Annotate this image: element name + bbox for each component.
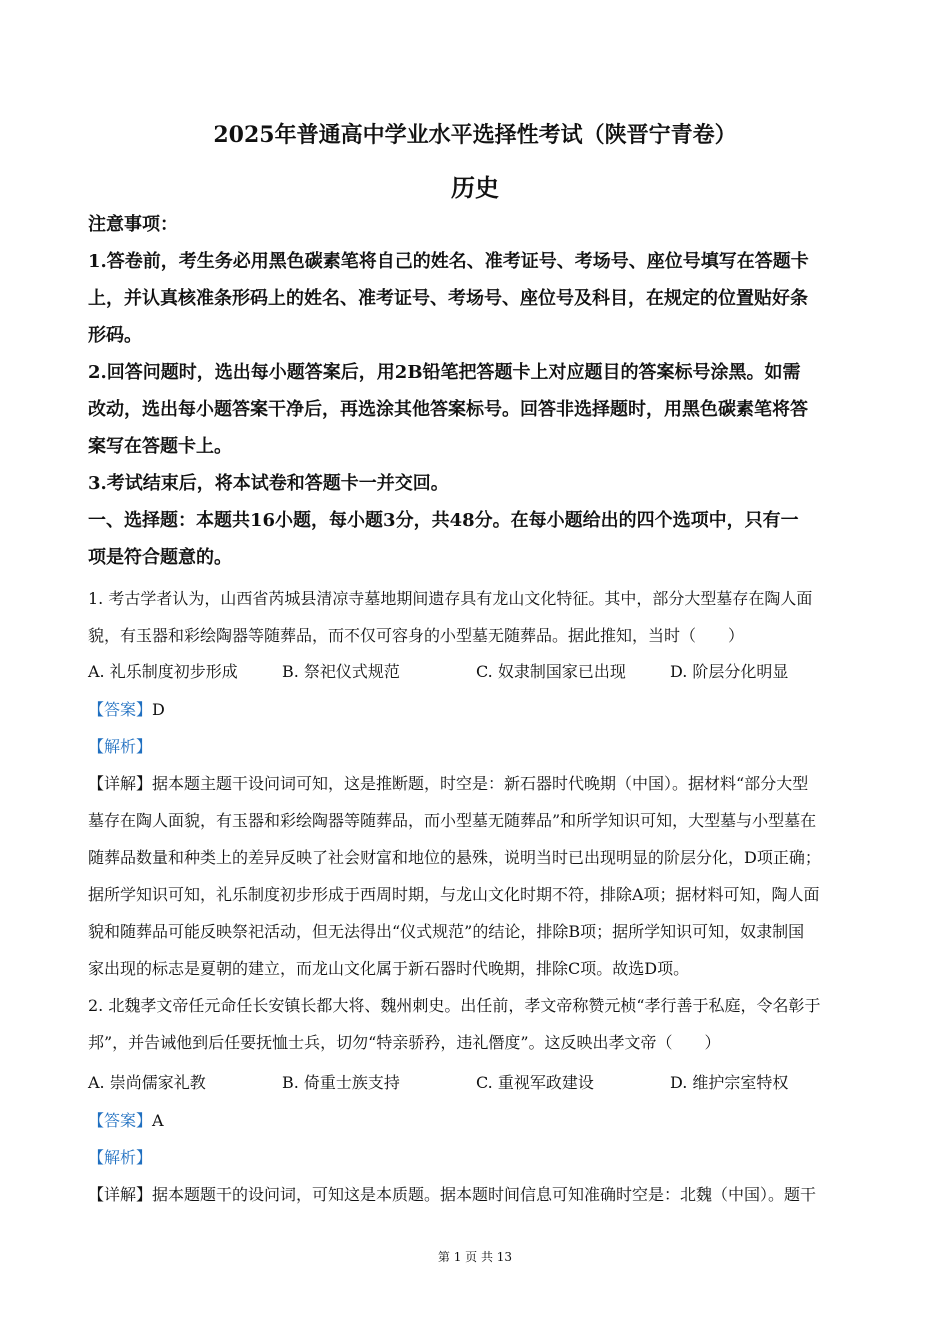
answer-tag: 【答案】 bbox=[88, 1111, 153, 1130]
option-a: A. 礼乐制度初步形成 bbox=[88, 662, 238, 681]
answer-line bbox=[88, 1102, 868, 1139]
detail-line: 据所学知识可知，礼乐制度初步形成于西周时期，与龙山文化时期不符，排除A项；据材料可知，陶人面 bbox=[88, 885, 820, 904]
answer-tag: 【答案】 bbox=[88, 700, 153, 719]
detail-line: 随葬品数量和种类上的差异反映了社会财富和地位的悬殊，说明当时已出现明显的阶层分化，D项正确； bbox=[88, 848, 821, 867]
notice-line: 形码。 bbox=[88, 325, 142, 346]
notice-line: 改动，选出每小题答案干净后，再选涂其他答案标号。回答非选择题时，用黑色碳素笔将答 bbox=[88, 399, 808, 420]
question-1-solution bbox=[88, 691, 868, 1061]
page-number: 第 1 页 共 13 bbox=[437, 1250, 513, 1264]
analysis-tag: 【解析】 bbox=[88, 1148, 153, 1167]
stem-line: 邦”，并告诫他到后任要抚恤士兵，切勿“特亲骄矜，违礼僭度”。这反映出孝文帝（ ） bbox=[88, 1033, 721, 1052]
exam-title: 2025年普通高中学业水平选择性考试（陕晋宁青卷） bbox=[213, 122, 737, 148]
question-2-solution bbox=[88, 1102, 868, 1213]
question-1-stem bbox=[88, 580, 868, 654]
analysis-line bbox=[88, 1139, 868, 1176]
stem-line: 2. 北魏孝文帝任元命任长安镇长都大将、魏州刺史。出任前，孝文帝称赞元桢“孝行善于私庭，令名彰于 bbox=[88, 996, 821, 1015]
option-a: A. 崇尚儒家礼教 bbox=[88, 1073, 206, 1092]
option-c: C. 奴隶制国家已出现 bbox=[476, 662, 626, 681]
section-heading: 项是符合题意的。 bbox=[88, 547, 232, 568]
option-b: B. 祭祀仪式规范 bbox=[282, 662, 400, 681]
section-heading: 一、选择题：本题共16小题，每小题3分，共48分。在每小题给出的四个选项中，只有一 bbox=[88, 510, 799, 531]
stem-line: 貌，有玉器和彩绘陶器等随葬品，而不仅可容身的小型墓无随葬品。据此推知，当时（ ） bbox=[88, 626, 745, 645]
detail-tag: 【详解】 bbox=[88, 1185, 153, 1204]
analysis-tag: 【解析】 bbox=[88, 737, 153, 756]
option-b: B. 倚重士族支持 bbox=[282, 1073, 400, 1092]
detail-line: 【详解】据本题主题干设问词可知，这是推断题，时空是：新石器时代晚期（中国）。据材料“部分大型 bbox=[88, 774, 809, 793]
notice-line: 3.考试结束后，将本试卷和答题卡一并交回。 bbox=[88, 473, 449, 494]
option-d: D. 维护宗室特权 bbox=[670, 1073, 789, 1092]
stem-line: 1. 考古学者认为，山西省芮城县清凉寺墓地期间遗存具有龙山文化特征。其中，部分大型墓存在陶人面 bbox=[88, 589, 813, 608]
notice-line: 1.答卷前，考生务必用黑色碳素笔将自己的姓名、准考证号、考场号、座位号填写在答题卡 bbox=[88, 251, 809, 272]
answer-value: A bbox=[152, 1111, 164, 1130]
option-d: D. 阶层分化明显 bbox=[670, 662, 789, 681]
subject-title: 历史 bbox=[451, 173, 499, 202]
notice-line: 案写在答题卡上。 bbox=[88, 436, 232, 457]
option-c: C. 重视军政建设 bbox=[476, 1073, 594, 1092]
detail-line: 家出现的标志是夏朝的建立，而龙山文化属于新石器时代晚期，排除C项。故选D项。 bbox=[88, 959, 690, 978]
detail-tag: 【详解】 bbox=[88, 774, 153, 793]
detail-line: 【详解】据本题题干的设问词，可知这是本质题。据本题时间信息可知准确时空是：北魏（中国）。题干 bbox=[88, 1185, 817, 1204]
answer-line bbox=[88, 691, 868, 728]
notice-heading: 注意事项： bbox=[88, 214, 178, 235]
detail-line: 墓存在陶人面貌，有玉器和彩绘陶器等随葬品，而小型墓无随葬品”和所学知识可知，大型墓与小型墓在 bbox=[88, 811, 817, 830]
notice-line: 2.回答问题时，选出每小题答案后，用2B铅笔把答题卡上对应题目的答案标号涂黑。如需 bbox=[88, 362, 801, 383]
answer-value: D bbox=[152, 700, 165, 719]
notice-block bbox=[88, 206, 868, 576]
notice-line: 上，并认真核准条形码上的姓名、准考证号、考场号、座位号及科目，在规定的位置贴好条 bbox=[88, 288, 808, 309]
detail-line: 貌和随葬品可能反映祭祀活动，但无法得出“仪式规范”的结论，排除B项；据所学知识可知，奴隶制国 bbox=[88, 922, 805, 941]
analysis-line bbox=[88, 728, 868, 765]
